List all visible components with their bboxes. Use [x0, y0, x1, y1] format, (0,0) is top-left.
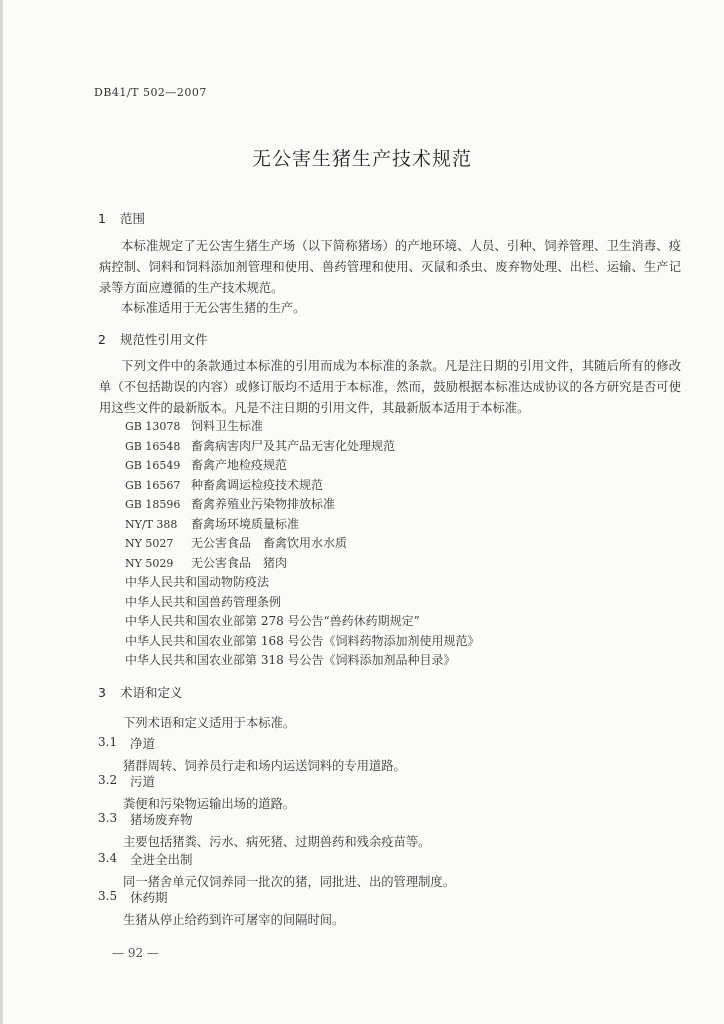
section-2-heading	[98, 330, 208, 348]
section-1-paragraph-1	[99, 236, 681, 299]
term-number: 3.2	[98, 773, 118, 787]
reference-code: GB 18596	[125, 498, 181, 511]
reference-name: 中华人民共和国农业部第 278 号公告“兽药休药期规定”	[125, 614, 420, 628]
term-name: 净道	[130, 736, 156, 751]
reference-item	[125, 437, 480, 457]
reference-code: NY 5029	[125, 556, 174, 570]
term-number: 3.5	[98, 889, 118, 903]
term-name: 休药期	[130, 890, 168, 905]
document-title: 无公害生猪生产技术规范	[251, 148, 472, 170]
reference-name: 饲料卫生标准	[191, 419, 264, 433]
paragraph-text: 本标准规定了无公害生猪生产场（以下简称猪场）的产地环境、人员、引种、饲养管理、卫生消毒、疫病控制、饲料和饲料添加剂管理和使用、兽药管理和使用、灭鼠和杀虫、废弃物处理、出栏、运输、生产记录等方面应遵循的生产技术规范。	[99, 239, 681, 295]
reference-name: 畜禽产地检疫规范	[191, 458, 288, 472]
term-definition: 粪便和污染物运输出场的道路。	[123, 797, 296, 811]
section-1-heading	[98, 209, 145, 227]
reference-code: NY/T 388	[125, 517, 178, 531]
reference-name: 畜禽场环境质量标准	[191, 516, 300, 531]
section-title: 范围	[119, 211, 145, 226]
reference-name: 畜禽养殖业污染物排放标准	[191, 497, 336, 511]
reference-name: 种畜禽调运检疫技术规范	[191, 477, 324, 492]
section-title: 术语和定义	[119, 685, 183, 700]
term-definition: 主要包括猪粪、污水、病死猪、过期兽药和残余疫苗等。	[123, 835, 431, 849]
section-number: 2	[98, 332, 106, 347]
term-number: 3.1	[98, 735, 118, 749]
reference-item	[125, 456, 480, 476]
term-definition: 生猪从停止给药到许可屠宰的间隔时间。	[123, 913, 345, 927]
term-number: 3.3	[98, 811, 118, 825]
reference-code: GB 16549	[125, 459, 181, 472]
reference-code: GB 16567	[125, 478, 181, 492]
reference-code: GB 13078	[125, 420, 181, 433]
reference-item	[125, 554, 480, 574]
reference-item	[125, 612, 480, 632]
reference-item	[125, 417, 480, 437]
reference-name: 中华人民共和国农业部第 168 号公告《饲料药物添加剂使用规范》	[125, 633, 480, 648]
standard-code: DB41/T 502—2007	[94, 86, 207, 99]
paragraph-text: 下列文件中的条款通过本标准的引用而成为本标准的条款。凡是注日期的引用文件，其随后所有的修改单（不包括勘误的内容）或修订版均不适用于本标准，然而，鼓励根据本标准达成协议的各方研究是否可使用这些文件的最新版本。凡是不注日期的引用文件，其最新版本适用于本标准。	[99, 359, 681, 415]
term-definition: 同一猪舍单元仅饲养同一批次的猪，同批进、出的管理制度。	[123, 875, 456, 889]
paragraph-text: 本标准适用于无公害生猪的生产。	[121, 301, 306, 315]
reference-name: 无公害食品 畜禽饮用水水质	[191, 536, 348, 550]
reference-name: 畜禽病害肉尸及其产品无害化处理规范	[191, 438, 396, 453]
reference-item	[125, 573, 480, 593]
reference-name: 中华人民共和国农业部第 318 号公告《饲料添加剂品种目录》	[125, 653, 456, 667]
term-name: 全进全出制	[130, 852, 193, 867]
section-3-heading	[98, 683, 183, 701]
section-number: 1	[98, 211, 106, 226]
reference-list	[125, 417, 480, 671]
term-definition: 猪群周转、饲养员行走和场内运送饲料的专用道路。	[123, 759, 406, 773]
reference-code: NY 5027	[125, 537, 174, 550]
section-title: 规范性引用文件	[119, 332, 208, 347]
reference-code: GB 16548	[125, 439, 181, 453]
reference-item	[125, 534, 480, 554]
reference-item	[125, 476, 480, 496]
reference-name: 中华人民共和国兽药管理条例	[125, 594, 282, 609]
section-number: 3	[98, 685, 106, 700]
section-3-intro: 下列术语和定义适用于本标准。	[123, 716, 296, 730]
term-number: 3.4	[98, 851, 118, 865]
term-name: 猪场废弃物	[130, 812, 193, 827]
section-2-paragraph	[99, 356, 681, 419]
reference-item	[125, 593, 480, 613]
page-number: — 92 —	[112, 946, 159, 960]
reference-item	[125, 632, 480, 652]
reference-name: 无公害食品 猪肉	[191, 555, 288, 570]
section-1-paragraph-2	[99, 298, 681, 319]
term-name: 污道	[130, 774, 156, 789]
reference-item	[125, 495, 480, 515]
reference-item	[125, 651, 480, 671]
reference-item	[125, 515, 480, 535]
reference-name: 中华人民共和国动物防疫法	[125, 575, 270, 589]
